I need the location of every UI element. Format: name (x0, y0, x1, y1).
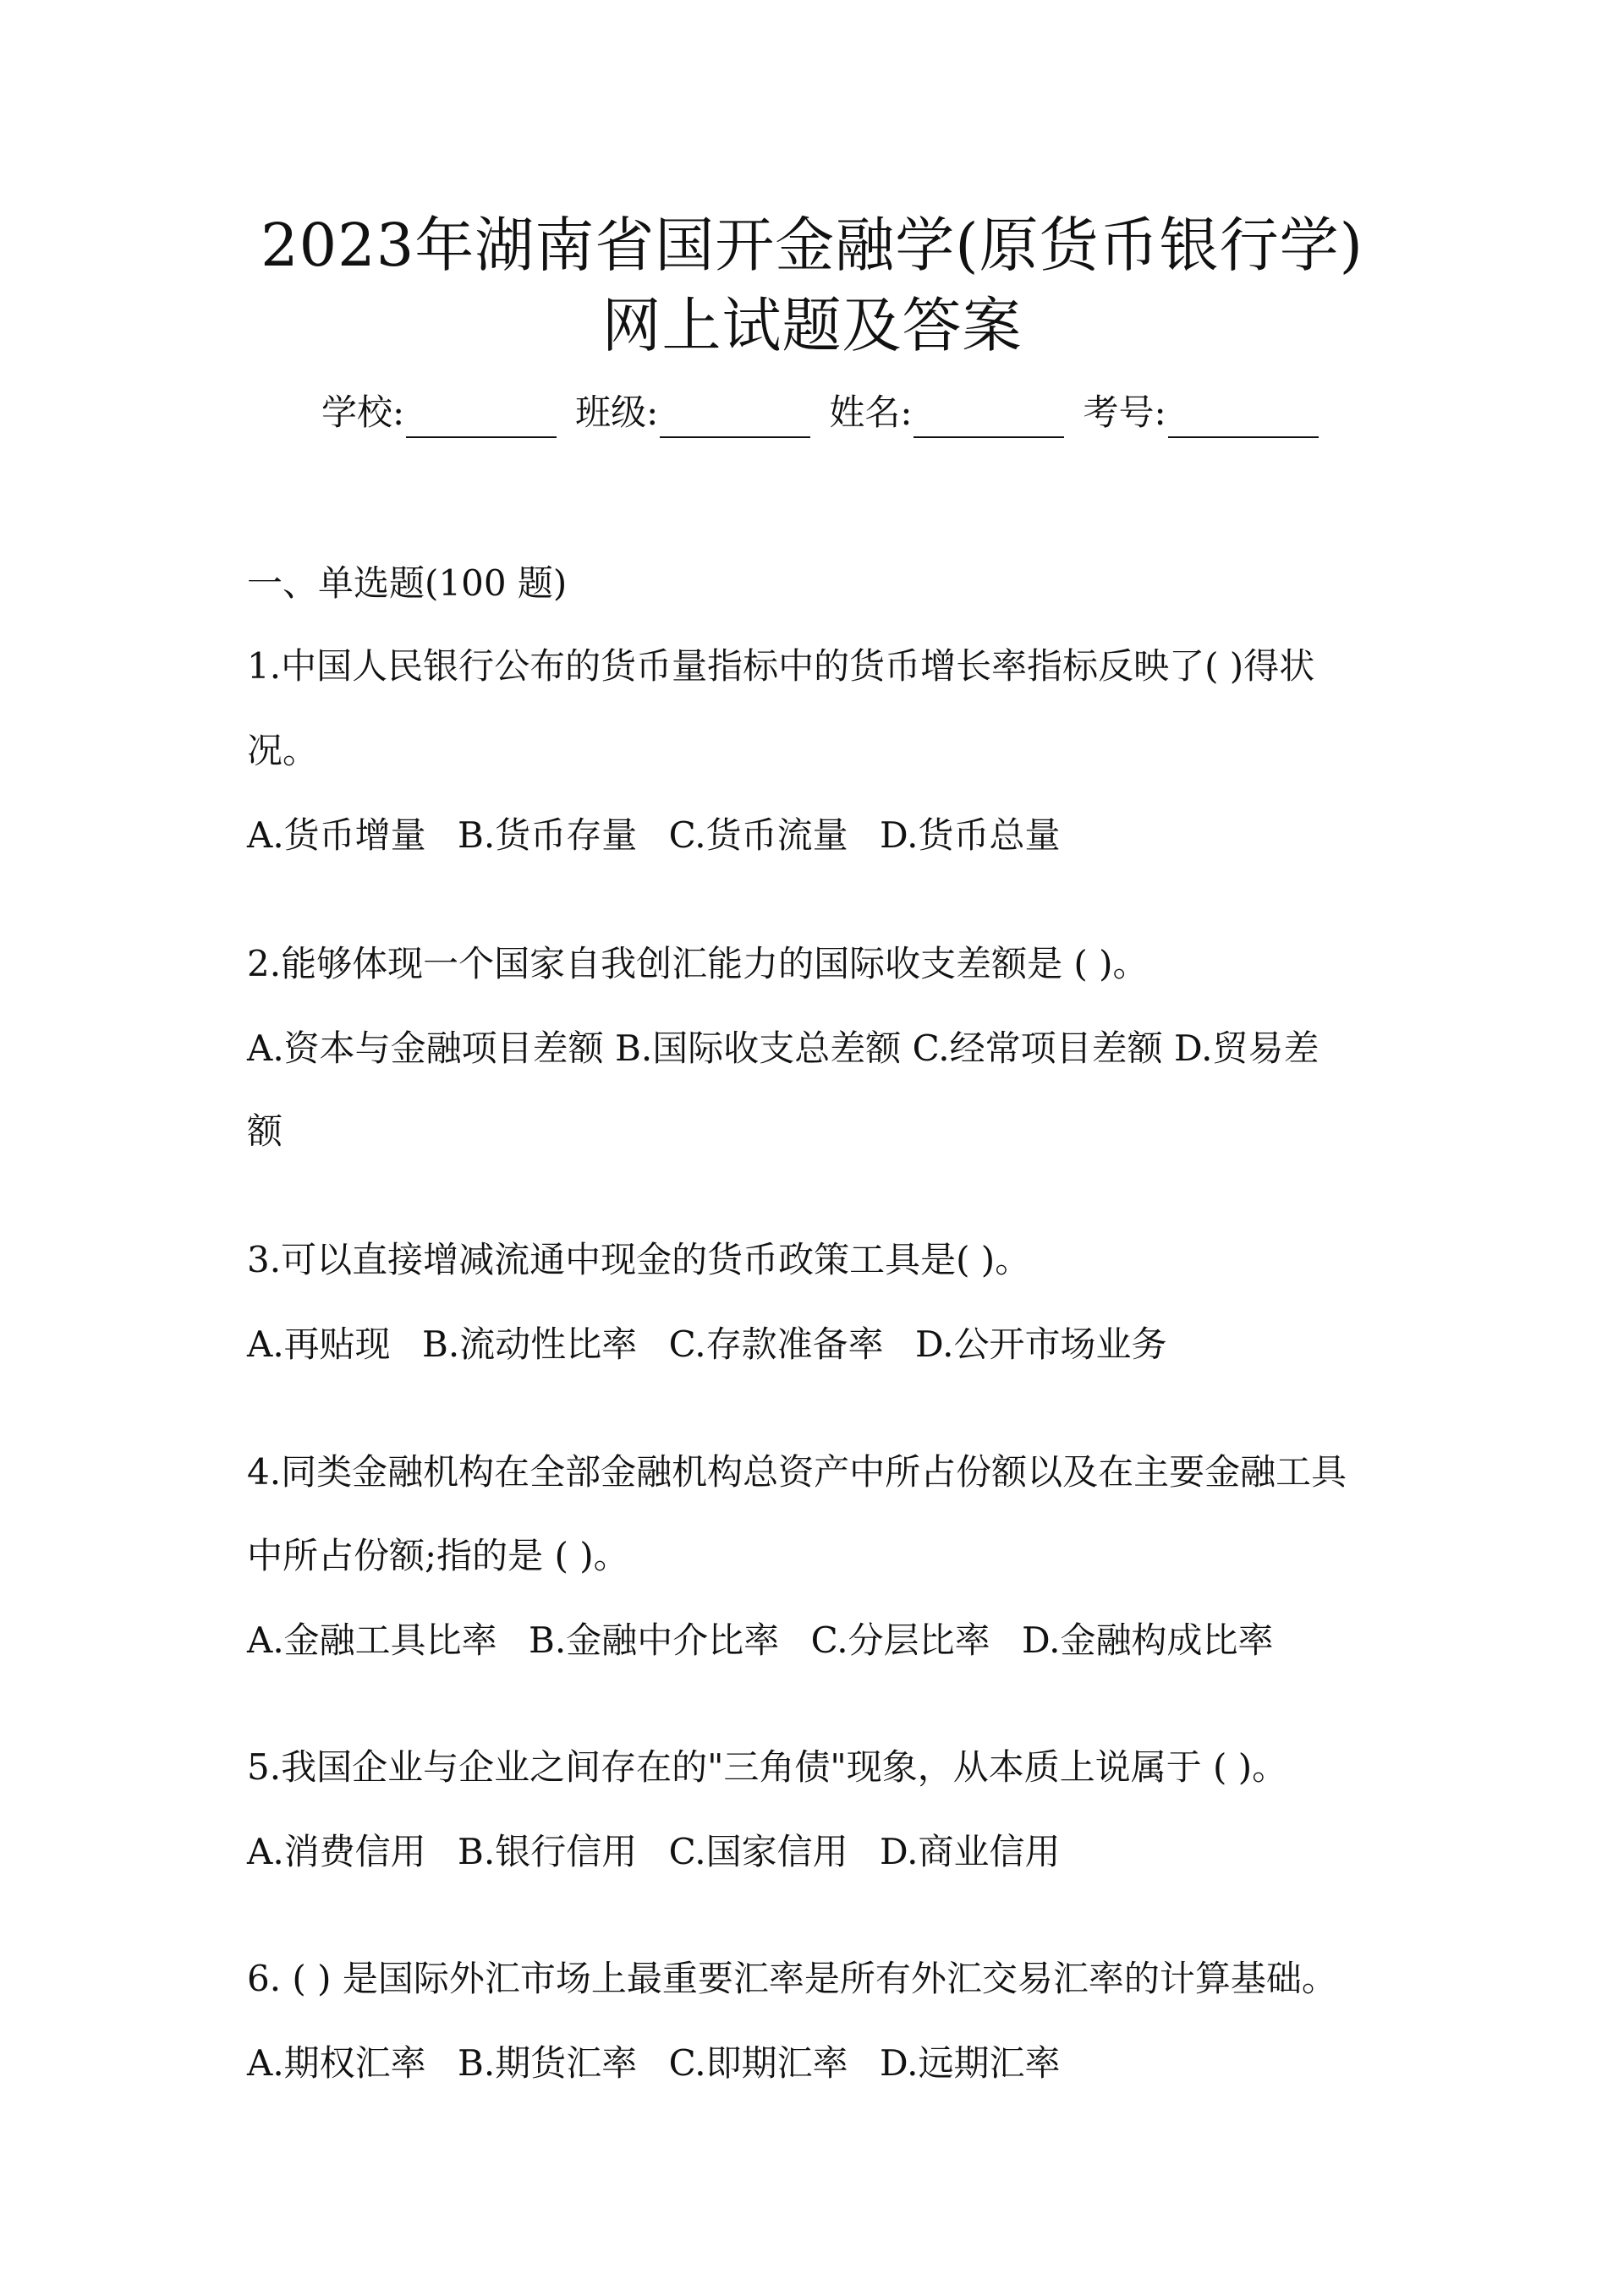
question-3-option-a: A.再贴现 (247, 1323, 391, 1365)
question-4-options (247, 1615, 1294, 1666)
school-label: 学校: (321, 392, 405, 433)
question-1-option-a: A.货币增量 (247, 814, 426, 856)
question-3-option-b: B.流动性比率 (422, 1323, 638, 1365)
question-2-options-line-2: 额 (247, 1110, 283, 1152)
question-3-option-d: D.公开市场业务 (914, 1323, 1167, 1365)
section-heading: 一、单选题(100 题) (247, 562, 568, 604)
class-label: 班级: (575, 392, 659, 433)
question-1-option-b: B.货币存量 (458, 814, 638, 856)
question-4-option-a: A.金融工具比率 (247, 1619, 497, 1661)
school-field (321, 387, 557, 438)
question-5-options (247, 1827, 1081, 1877)
question-1-line-2: 况。 (247, 730, 319, 771)
question-6-option-c: C.即期汇率 (668, 2042, 848, 2084)
class-blank (660, 403, 810, 438)
question-1-line-1: 1.中国人民银行公布的货币量指标中的货币增长率指标反映了( )得状 (247, 645, 1315, 687)
exam-number-blank (1168, 403, 1319, 438)
question-4-line-2: 中所占份额;指的是 ( )。 (247, 1535, 629, 1576)
exam-number-field (1083, 387, 1318, 438)
question-5-option-a: A.消费信用 (247, 1831, 426, 1872)
question-4-line-1: 4.同类金融机构在全部金融机构总资产中所占份额以及在主要金融工具 (247, 1451, 1347, 1493)
question-6-options (247, 2038, 1081, 2089)
question-2-options-line-1: A.资本与金融项目差额 B.国际收支总差额 C.经常项目差额 D.贸易差 (247, 1027, 1320, 1069)
exam-number-label: 考号: (1083, 392, 1166, 433)
student-info-row (321, 387, 1319, 438)
name-field (829, 387, 1064, 438)
class-field (575, 387, 810, 438)
question-6-option-a: A.期权汇率 (247, 2042, 426, 2084)
question-6-option-d: D.远期汇率 (879, 2042, 1061, 2084)
question-1-options (247, 810, 1081, 861)
document-title-line-2: 网上试题及答案 (601, 291, 1023, 360)
question-1-option-d: D.货币总量 (879, 814, 1061, 856)
name-blank (914, 403, 1064, 438)
question-6-line-1: 6. ( ) 是国际外汇市场上最重要汇率是所有外汇交易汇率的计算基础。 (247, 1958, 1337, 1999)
question-5-line-1: 5.我国企业与企业之间存在的"三角债"现象，从本质上说属于 ( )。 (247, 1746, 1288, 1788)
question-3-option-c: C.存款准备率 (668, 1323, 884, 1365)
question-5-option-b: B.银行信用 (458, 1831, 638, 1872)
question-3-options (247, 1319, 1188, 1370)
question-4-option-b: B.金融中介比率 (529, 1619, 780, 1661)
name-label: 姓名: (829, 392, 913, 433)
question-6-option-b: B.期货汇率 (458, 2042, 638, 2084)
document-title-line-1: 2023年湖南省国开金融学(原货币银行学) (261, 211, 1363, 280)
question-5-option-c: C.国家信用 (668, 1831, 848, 1872)
school-blank (406, 403, 557, 438)
question-2-line-1: 2.能够体现一个国家自我创汇能力的国际收支差额是 ( )。 (247, 943, 1149, 984)
question-4-option-d: D.金融构成比率 (1021, 1619, 1274, 1661)
question-4-option-c: C.分层比率 (810, 1619, 990, 1661)
question-1-option-c: C.货币流量 (668, 814, 848, 856)
question-5-option-d: D.商业信用 (879, 1831, 1061, 1872)
question-3-line-1: 3.可以直接增减流通中现金的货币政策工具是( )。 (247, 1239, 1031, 1280)
